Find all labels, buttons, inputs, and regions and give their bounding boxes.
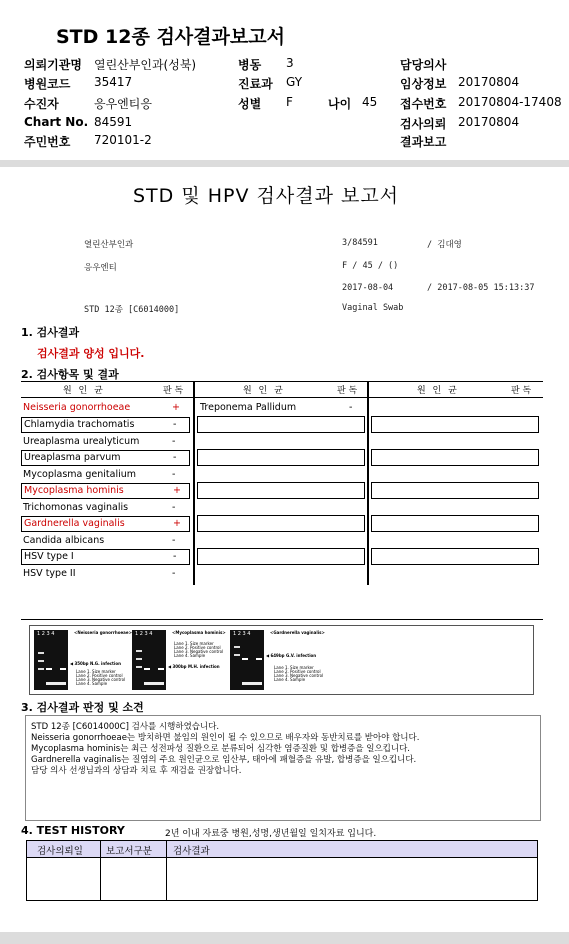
gel-band (242, 682, 262, 685)
gel-legend: Lane 1. Size marker Lane 2. Positive control Lane 3. Negative control Lane 4. Sample (174, 641, 224, 658)
history-col-divider (100, 841, 101, 900)
col2-header-result: 판 독 (337, 386, 358, 396)
value-request-date: 20170804 (458, 115, 520, 129)
organism-result: - (172, 436, 176, 447)
value-sex: F (286, 95, 293, 109)
findings-box (25, 715, 541, 821)
gel-band (46, 668, 52, 670)
section2-title: 2. 검사항목 및 결과 (21, 368, 119, 381)
organism-name: Trichomonas vaginalis (23, 502, 129, 513)
gel-band (38, 660, 44, 662)
gel-band (136, 658, 142, 660)
sub-doctor: / 김대영 (427, 240, 462, 250)
organism-name: Neisseria gonorrhoeae (23, 402, 131, 413)
section1-title: 1. 검사결과 (21, 326, 80, 339)
findings-line: Neisseria gonorrhoeae는 방치하면 불임의 원인이 될 수 있으므로 배우자와 동반치료를 받아야 합니다. (31, 733, 420, 743)
organism-name: Mycoplasma hominis (24, 485, 124, 496)
section4-title: 4. TEST HISTORY (21, 824, 125, 837)
gel-band (234, 654, 240, 656)
label-sex: 성별 (238, 97, 262, 111)
value-department: GY (286, 75, 303, 89)
label-ward: 병동 (238, 58, 262, 72)
column-divider-1 (193, 381, 195, 585)
organism-name: HSV type I (24, 551, 74, 562)
col2-header-organism: 원 인 균 (243, 386, 285, 396)
history-col-divider (166, 841, 167, 900)
gel-band (38, 652, 44, 654)
sub-date2: / 2017-08-05 15:13:37 (427, 283, 535, 293)
gel-title: <Gardnerella vaginalis> (270, 630, 325, 635)
organism-row (21, 516, 190, 532)
organism-name: Ureaplasma urealyticum (23, 436, 140, 447)
lane-numbers: 1 2 3 4 (135, 631, 153, 637)
section3-title: 3. 검사결과 판정 및 소견 (21, 701, 144, 714)
label-patient: 수진자 (24, 97, 59, 111)
history-table (26, 840, 538, 901)
organism-name: Gardnerella vaginalis (24, 518, 125, 529)
gel-band (242, 658, 248, 660)
history-header-result: 검사결과 (173, 846, 210, 857)
value-hospital-code: 35417 (94, 75, 133, 89)
gel-band (144, 682, 164, 685)
sub-chart: 3/84591 (342, 238, 378, 248)
organism-result: - (172, 568, 176, 579)
sub-date1: 2017-08-04 (342, 283, 394, 293)
label-chart-no: Chart No. (24, 115, 89, 129)
value-chart-no: 84591 (94, 115, 133, 129)
table-bottom-rule (21, 619, 543, 620)
label-resident-no: 주민번호 (24, 135, 71, 149)
gel-band (136, 666, 142, 668)
value-clinical-info: 20170804 (458, 75, 520, 89)
value-ward: 3 (286, 56, 294, 70)
gel-legend: Lane 1. Size marker Lane 2. Positive control Lane 3. Negative control Lane 4. Sample (76, 669, 126, 686)
organism-result: - (349, 402, 353, 413)
sub-hospital: 열린산부인과 (84, 240, 134, 250)
label-department: 진료과 (238, 77, 273, 91)
findings-line: Gardnerella vaginalis는 질염의 주요 원인균으로 임산부, 태아에 패혈증을 유발, 합병증을 일으킵니다. (31, 755, 417, 765)
label-request-date: 검사의뢰 (400, 117, 447, 131)
gel-band-label: ◀ 300bp M.H. infection (168, 664, 220, 669)
label-hospital: 의뢰기관명 (24, 58, 82, 72)
organism-name: Chlamydia trachomatis (24, 419, 135, 430)
value-age: 45 (362, 95, 378, 109)
table-header-rule (21, 397, 543, 398)
column-divider-2 (367, 381, 369, 585)
organism-row (21, 500, 190, 516)
organism-name: Ureaplasma parvum (24, 452, 121, 463)
history-header-request-date: 검사의뢰일 (37, 846, 83, 857)
empty-cell (197, 416, 365, 433)
history-header (27, 841, 537, 858)
gel-image-panel (29, 625, 534, 695)
organism-row (21, 400, 190, 416)
organism-result: + (173, 485, 181, 496)
organism-result: - (173, 551, 177, 562)
empty-cell (197, 515, 365, 532)
empty-cell (197, 449, 365, 466)
organism-row (21, 450, 190, 466)
organism-name: Treponema Pallidum (200, 402, 297, 413)
sub-patient: 응우엔티 (84, 263, 117, 273)
history-header-report-type: 보고서구분 (106, 846, 152, 857)
empty-cell (371, 482, 539, 499)
empty-cell (371, 416, 539, 433)
empty-cell (197, 548, 365, 565)
gel-legend: Lane 1. Size marker Lane 2. Positive control Lane 3. Negative control Lane 4. Sample (274, 665, 324, 682)
organism-row (21, 566, 190, 582)
findings-line: 담당 의사 선생님과의 상담과 치료 후 재검을 권장합니다. (31, 766, 242, 776)
organism-row (197, 400, 365, 416)
section4-note: 2년 이내 자료중 병원,성명,생년월일 일치자료 입니다. (165, 829, 377, 839)
organism-result: - (173, 419, 177, 430)
organism-row (21, 434, 190, 450)
col1-header-organism: 원 인 균 (63, 386, 105, 396)
sub-report-title: STD 및 HPV 검사결과 보고서 (133, 185, 400, 207)
label-receipt-no: 접수번호 (400, 97, 447, 111)
value-patient: 응우엔티응 (94, 97, 152, 111)
sub-specimen: Vaginal Swab (342, 303, 404, 313)
gel-image-gardnerella (230, 630, 264, 690)
organism-row (21, 533, 190, 549)
section1-result: 검사결과 양성 입니다. (37, 347, 145, 360)
empty-cell (371, 548, 539, 565)
table-top-rule (21, 381, 543, 382)
organism-result: - (172, 469, 176, 480)
empty-cell (371, 515, 539, 532)
value-hospital: 열린산부인과(성북) (94, 58, 197, 72)
organism-row (21, 549, 190, 565)
report-title: STD 12종 검사결과보고서 (56, 26, 285, 48)
empty-cell (371, 449, 539, 466)
gel-band-label: ◀ 649bp G.V. infection (266, 653, 317, 658)
separator-top (0, 160, 569, 167)
organism-result: - (173, 452, 177, 463)
gel-title: <Neisseria gonorrhoeae> (74, 630, 132, 635)
gel-band-label: ◀ 350bp N.G. infection (70, 661, 121, 666)
lane-numbers: 1 2 3 4 (37, 631, 55, 637)
organism-name: HSV type II (23, 568, 76, 579)
sub-test: STD 12종 [C6014000] (84, 305, 180, 315)
organism-name: Mycoplasma genitalium (23, 469, 137, 480)
lane-numbers: 1 2 3 4 (233, 631, 251, 637)
organism-result: - (172, 535, 176, 546)
organism-result: + (172, 402, 180, 413)
organism-result: + (173, 518, 181, 529)
col3-header-organism: 원 인 균 (417, 386, 459, 396)
gel-band (38, 668, 44, 670)
label-hospital-code: 병원코드 (24, 77, 71, 91)
gel-band (136, 650, 142, 652)
organism-row (21, 467, 190, 483)
gel-band (60, 668, 66, 670)
gel-title: <Mycoplasma hominis> (172, 630, 226, 635)
gel-image-mycoplasma (132, 630, 166, 690)
empty-cell (197, 482, 365, 499)
label-age: 나이 (328, 97, 352, 111)
organism-row (21, 417, 190, 433)
value-receipt-no: 20170804-17408 (458, 95, 562, 109)
label-doctor: 담당의사 (400, 58, 447, 72)
sub-sex-age: F / 45 / () (342, 261, 399, 271)
col3-header-result: 판 독 (511, 386, 532, 396)
value-resident-no: 720101-2 (94, 133, 152, 147)
gel-band (256, 658, 262, 660)
gel-band (158, 668, 164, 670)
label-clinical-info: 임상정보 (400, 77, 447, 91)
organism-name: Candida albicans (23, 535, 105, 546)
col1-header-result: 판 독 (163, 386, 184, 396)
gel-band (234, 646, 240, 648)
separator-bottom (0, 932, 569, 944)
organism-result: - (172, 502, 176, 513)
organism-row (21, 483, 190, 499)
findings-line: STD 12종 [C6014000C] 검사를 시행하였습니다. (31, 722, 220, 732)
gel-band (46, 682, 66, 685)
gel-image-neisseria (34, 630, 68, 690)
gel-band (144, 668, 150, 670)
label-report: 결과보고 (400, 135, 447, 149)
findings-line: Mycoplasma hominis는 최근 성전파성 질환으로 분류되어 심각한 염증질환 및 합병증을 일으킵니다. (31, 744, 411, 754)
